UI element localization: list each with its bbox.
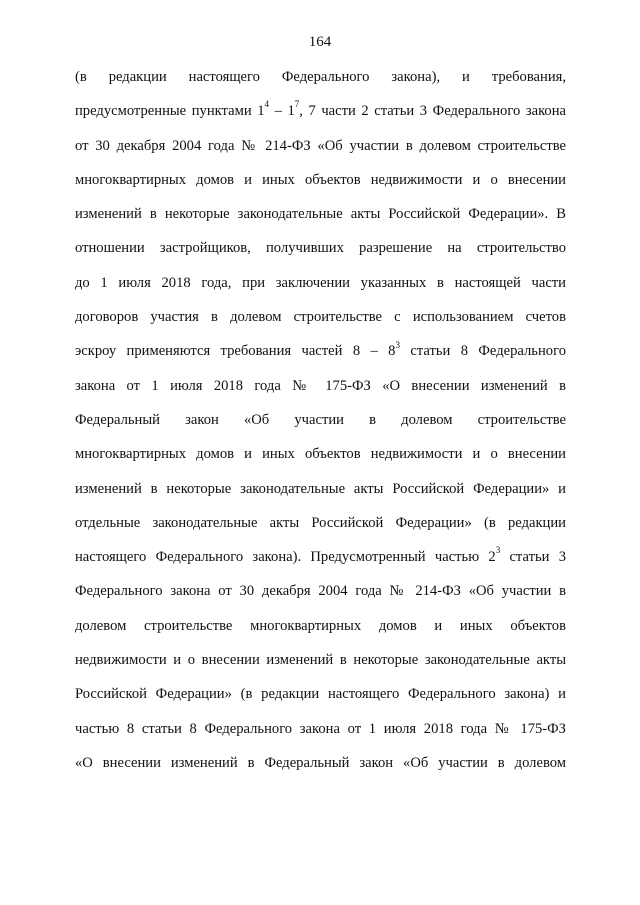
text-line: [75, 369, 566, 403]
text-run: эскроу применяются требования частей 8 – 8: [75, 343, 396, 360]
text-line: [75, 163, 566, 197]
text-run: – 1: [269, 103, 295, 120]
text-line: [75, 266, 566, 300]
text-line: [75, 94, 566, 128]
text-run: Федерального закона от 30 декабря 2004 года № 214-ФЗ «Об участии в: [75, 583, 566, 600]
text-line: [75, 540, 566, 574]
text-run: Федеральный закон «Об участии в долевом строительстве: [75, 411, 566, 428]
text-line: [75, 472, 566, 506]
text-line: [75, 609, 566, 643]
text-run: до 1 июля 2018 года, при заключении указанных в настоящей части: [75, 274, 566, 291]
text-run: статьи 8 Федерального: [399, 343, 566, 360]
text-run: отдельные законодательные акты Российской Федерации» (в редакции: [75, 514, 566, 531]
text-run: многоквартирных домов и иных объектов недвижимости и о внесении: [75, 171, 566, 188]
text-line: [75, 574, 566, 608]
page-number: 164: [308, 34, 332, 50]
text-run: «О внесении изменений в Федеральный закон «Об участии в долевом: [75, 754, 566, 771]
text-run: закона от 1 июля 2018 года № 175-ФЗ «О внесении изменений в: [75, 377, 566, 394]
document-body: [75, 60, 566, 780]
text-line: [75, 231, 566, 265]
text-line: [75, 506, 566, 540]
text-line: [75, 643, 566, 677]
text-run: отношении застройщиков, получивших разрешение на строительство: [75, 240, 566, 257]
text-run: договоров участия в долевом строительстве с использованием счетов: [75, 309, 566, 326]
superscript: 3: [395, 339, 400, 350]
superscript: 3: [495, 545, 501, 556]
text-line: [75, 677, 566, 711]
text-run: долевом строительстве многоквартирных домов и иных объектов: [75, 617, 566, 634]
text-run: от 30 декабря 2004 года № 214-ФЗ «Об участии в долевом строительстве: [75, 137, 566, 154]
text-line: [75, 403, 566, 437]
text-line: [75, 300, 566, 334]
superscript: 4: [264, 99, 269, 110]
text-run: изменений в некоторые законодательные акты Российской Федерации». В: [75, 206, 566, 223]
text-run: настоящего Федерального закона). Предусмотренный частью 2: [75, 549, 496, 566]
text-run: частью 8 статьи 8 Федерального закона от 1 июля 2018 года № 175-ФЗ: [75, 720, 566, 737]
text-run: предусмотренные пунктами 1: [75, 103, 265, 120]
text-line: [75, 197, 566, 231]
text-run: (в редакции настоящего Федерального закона), и требования,: [75, 69, 566, 85]
text-run: изменений в некоторые законодательные акты Российской Федерации» и: [75, 480, 566, 497]
text-line: [75, 60, 566, 94]
text-run: , 7 части 2 статьи 3 Федерального закона: [299, 103, 567, 120]
text-line: [75, 334, 566, 368]
text-line: [75, 746, 566, 780]
text-run: многоквартирных домов и иных объектов недвижимости и о внесении: [75, 446, 566, 463]
superscript: 7: [294, 99, 300, 110]
text-run: Российской Федерации» (в редакции настоящего Федерального закона) и: [75, 686, 566, 703]
text-line: [75, 437, 566, 471]
text-line: [75, 129, 566, 163]
text-run: недвижимости и о внесении изменений в некоторые законодательные акты: [75, 652, 566, 669]
text-line: [75, 712, 566, 746]
text-run: статьи 3: [500, 549, 566, 566]
